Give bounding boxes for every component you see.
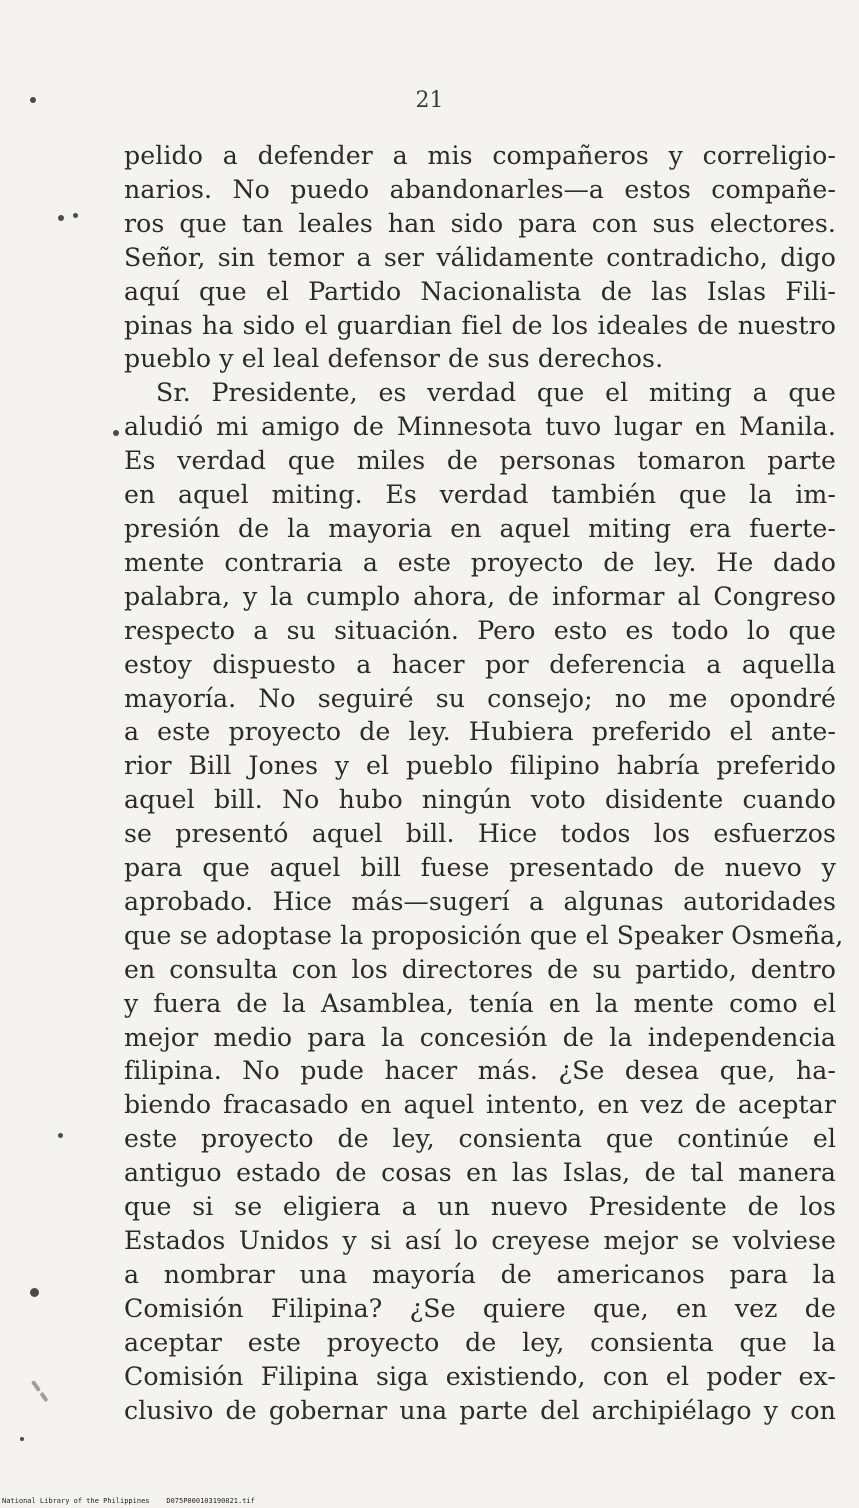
text-line: pelido a defender a mis compañeros y correligio- bbox=[124, 141, 836, 170]
text-line: aprobado. Hice más—sugerí a algunas autoridades bbox=[124, 886, 836, 916]
text-line: mayoría. No seguiré su consejo; no me opondré bbox=[124, 683, 836, 713]
text-line: pinas ha sido el guardian fiel de los ideales de nuestro bbox=[124, 310, 836, 340]
text-line: aquí que el Partido Nacionalista de las Islas Fili- bbox=[124, 276, 836, 306]
text-line: ros que tan leales han sido para con sus electores. bbox=[124, 208, 836, 238]
scan-speck bbox=[20, 1437, 24, 1441]
text-line: filipina. No pude hacer más. ¿Se desea que, ha- bbox=[124, 1056, 836, 1086]
text-line: aquel bill. No hubo ningún voto disidente cuando bbox=[124, 785, 836, 815]
text-line: Es verdad que miles de personas tomaron parte bbox=[124, 446, 836, 476]
text-line: en aquel miting. Es verdad también que la im- bbox=[124, 480, 836, 510]
text-line: estoy dispuesto a hacer por deferencia a aquella bbox=[124, 649, 836, 679]
text-line: a nombrar una mayoría de americanos para la bbox=[124, 1259, 836, 1289]
paragraph-2 bbox=[124, 376, 844, 1427]
scan-speck bbox=[113, 430, 119, 436]
body-text bbox=[124, 139, 844, 1427]
text-line: aceptar este proyecto de ley, consienta que la bbox=[124, 1327, 836, 1357]
scan-speck bbox=[30, 97, 36, 103]
text-line: narios. No puedo abandonarles—a estos compañe- bbox=[124, 174, 836, 204]
scan-speck bbox=[58, 215, 64, 221]
text-line: para que aquel bill fuese presentado de nuevo y bbox=[124, 853, 836, 883]
text-line: pueblo y el leal defensor de sus derechos. bbox=[124, 344, 664, 374]
text-line: palabra, y la cumplo ahora, de informar al Congreso bbox=[124, 581, 836, 611]
text-line: presión de la mayoria en aquel miting era fuerte- bbox=[124, 513, 836, 543]
text-line: se presentó aquel bill. Hice todos los esfuerzos bbox=[124, 819, 836, 849]
scan-speck bbox=[30, 1288, 39, 1297]
text-line: clusivo de gobernar una parte del archipiélago y con bbox=[124, 1395, 836, 1425]
text-line: este proyecto de ley, consienta que continúe el bbox=[124, 1124, 836, 1154]
scan-speck bbox=[31, 1380, 41, 1392]
text-line: antiguo estado de cosas en las Islas, de tal manera bbox=[124, 1158, 836, 1188]
text-line: Sr. Presidente, es verdad que el miting a que bbox=[156, 378, 836, 408]
text-line: mejor medio para la concesión de la independencia bbox=[124, 1022, 836, 1052]
text-line: y fuera de la Asamblea, tenía en la mente como el bbox=[124, 988, 836, 1018]
text-line: en consulta con los directores de su partido, dentro bbox=[124, 954, 836, 984]
text-line: mente contraria a este proyecto de ley. He dado bbox=[124, 547, 836, 577]
text-line: biendo fracasado en aquel intento, en vez de aceptar bbox=[124, 1090, 836, 1120]
paragraph-1 bbox=[124, 139, 836, 376]
scan-speck bbox=[58, 1133, 63, 1138]
page-number: 21 bbox=[415, 88, 444, 113]
text-line: Estados Unidos y si así lo creyese mejor se volviese bbox=[124, 1226, 836, 1255]
text-line: respecto a su situación. Pero esto es todo lo que bbox=[124, 615, 836, 645]
text-line: Comisión Filipina siga existiendo, con el poder ex- bbox=[124, 1361, 836, 1391]
text-line: que se adoptase la proposición que el Speaker Osmeña, bbox=[124, 920, 844, 950]
scan-footer: National Library of the Philippines D075P000103190021.tif bbox=[2, 1497, 255, 1505]
text-line: Señor, sin temor a ser válidamente contradicho, digo bbox=[124, 242, 836, 272]
text-line: Comisión Filipina? ¿Se quiere que, en vez de bbox=[124, 1293, 836, 1323]
text-line: rior Bill Jones y el pueblo filipino habría preferido bbox=[124, 751, 836, 781]
text-line: aludió mi amigo de Minnesota tuvo lugar en Manila. bbox=[124, 412, 836, 442]
scan-speck bbox=[39, 1392, 48, 1402]
text-line: que si se eligiera a un nuevo Presidente de los bbox=[124, 1192, 836, 1222]
scan-speck bbox=[73, 213, 78, 218]
text-line: a este proyecto de ley. Hubiera preferido el ante- bbox=[124, 717, 836, 747]
